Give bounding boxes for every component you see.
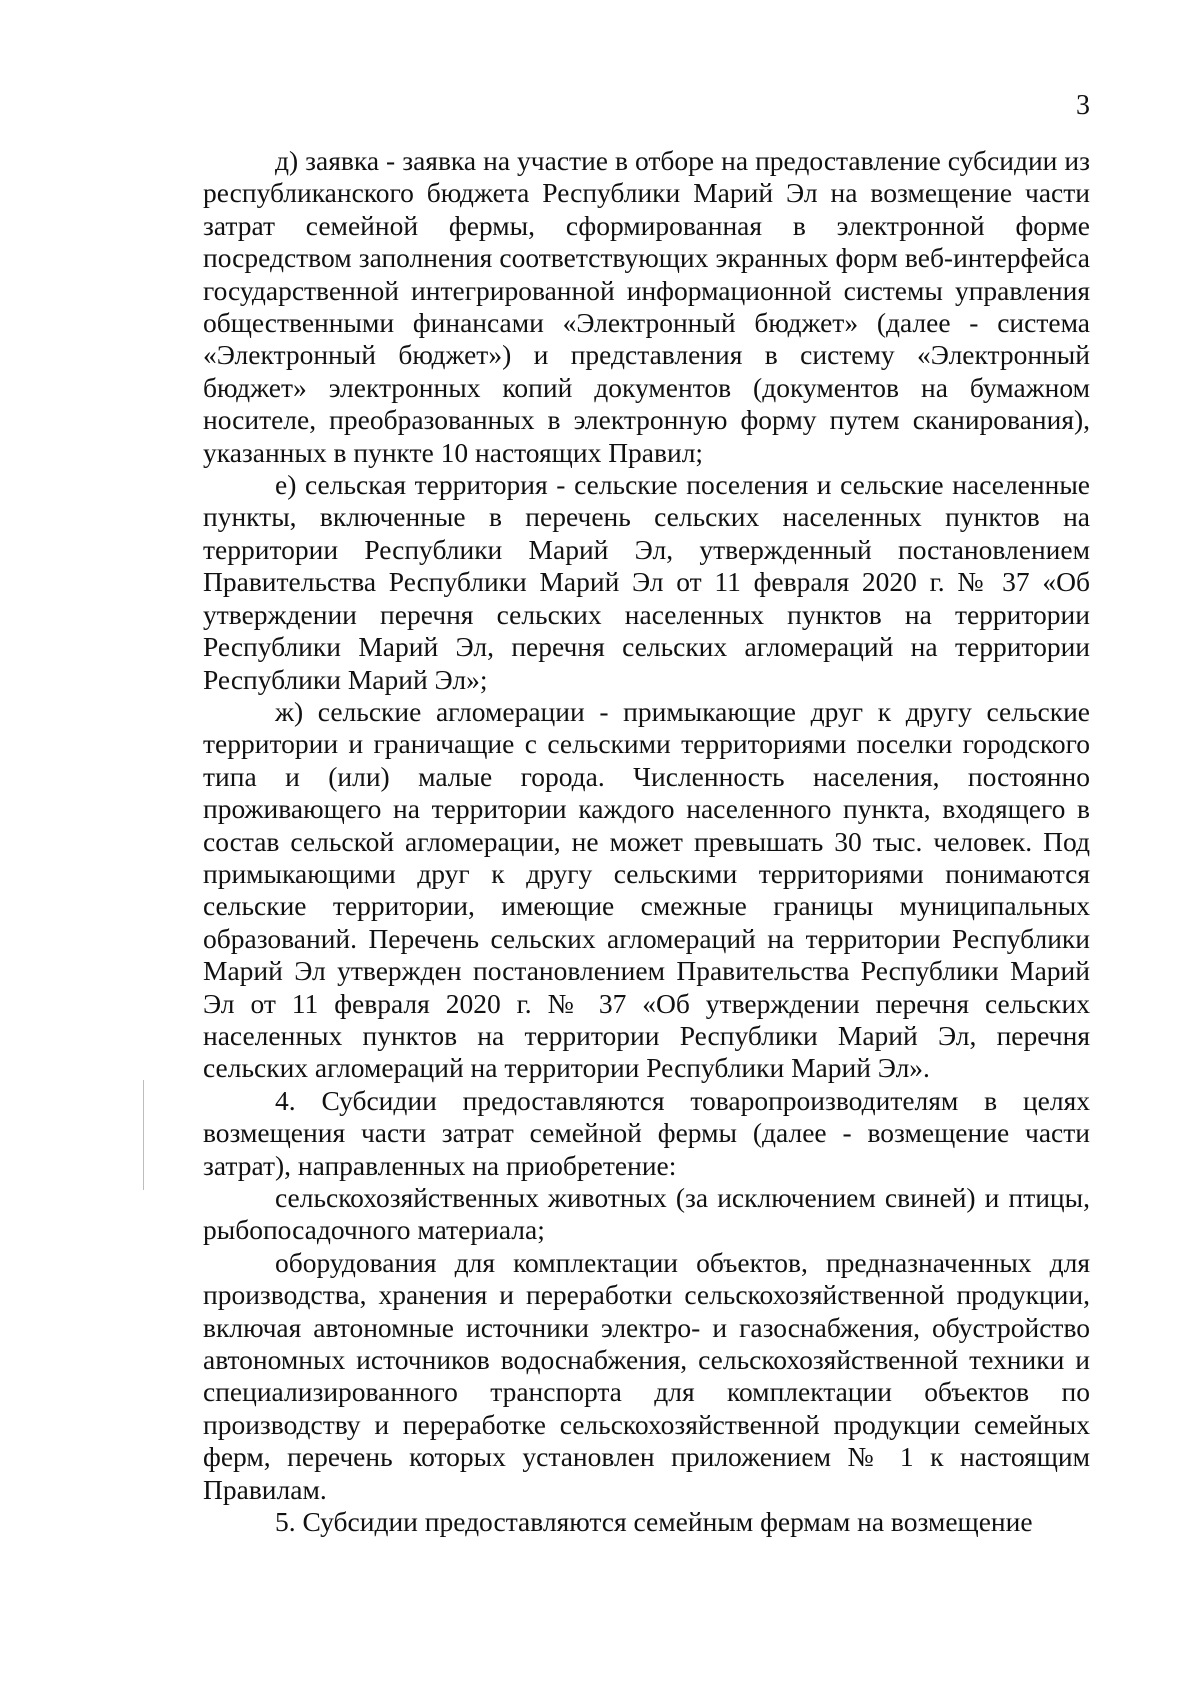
paragraph-5-subsidies-start: 5. Субсидии предоставляются семейным фермам на возмещение [275,1506,1033,1538]
paragraph-4-livestock: сельскохозяйственных животных (за исключением свиней) и птицы, рыбопосадочного материала; [203,1182,1090,1246]
paragraph-e-rural-territory: е) сельская территория - сельские поселения и сельские населенные пункты, включенные в перечень сельских населенных пунктов на территории Республики Марий Эл, утвержденный постановлением Правительства Республики Марий Эл от 11 февраля 2020 г. № 37 «Об утверждении перечня сельских населенных пунктов на территории Республики Марий Эл, перечня сельских агломераций на территории Республики Марий Эл»; [203,469,1090,695]
paragraph-4-subsidies: 4. Субсидии предоставляются товаропроизводителям в целях возмещения части затрат семейной фермы (далее - возмещение части затрат), направленных на приобретение: [203,1084,1090,1181]
paragraph-d-application: д) заявка - заявка на участие в отборе на предоставление субсидии из республиканского бюджета Республики Марий Эл на возмещение части затрат семейной фермы, сформированная в электронной форме посредством заполнения соответствующих экранных форм веб-интерфейса государственной интегрированной информационной системы управления общественными финансами «Электронный бюджет» (далее - система «Электронный бюджет») и представления в систему «Электронный бюджет» электронных копий документов (документов на бумажном носителе, преобразованных в электронную форму путем сканирования), указанных в пункте 10 настоящих Правил; [203,145,1090,468]
paragraph-zh-rural-agglomerations: ж) сельские агломерации - примыкающие друг к другу сельские территории и граничащие с сельскими территориями поселки городского типа и (или) малые города. Численность населения, постоянно проживающего на территории каждого населенного пункта, входящего в состав сельской агломерации, не может превышать 30 тыс. человек. Под примыкающими друг к другу сельскими территориями понимаются сельские территории, имеющие смежные границы муниципальных образований. Перечень сельских агломераций на территории Республики Марий Эл утвержден постановлением Правительства Республики Марий Эл от 11 февраля 2020 г. № 37 «Об утверждении перечня сельских населенных пунктов на территории Республики Марий Эл, перечня сельских агломераций на территории Республики Марий Эл». [203,695,1090,1084]
document-body [203,145,1090,1538]
scan-artifact-line [143,1080,144,1190]
page-number: 3 [1076,90,1090,121]
paragraph-4-equipment: оборудования для комплектации объектов, предназначенных для производства, хранения и переработки сельскохозяйственной продукции, включая автономные источники электро- и газоснабжения, обустройство автономных источников водоснабжения, сельскохозяйственной техники и специализированного транспорта для комплектации объектов по производству и переработке сельскохозяйственной продукции семейных ферм, перечень которых установлен приложением № 1 к настоящим Правилам. [203,1246,1090,1505]
